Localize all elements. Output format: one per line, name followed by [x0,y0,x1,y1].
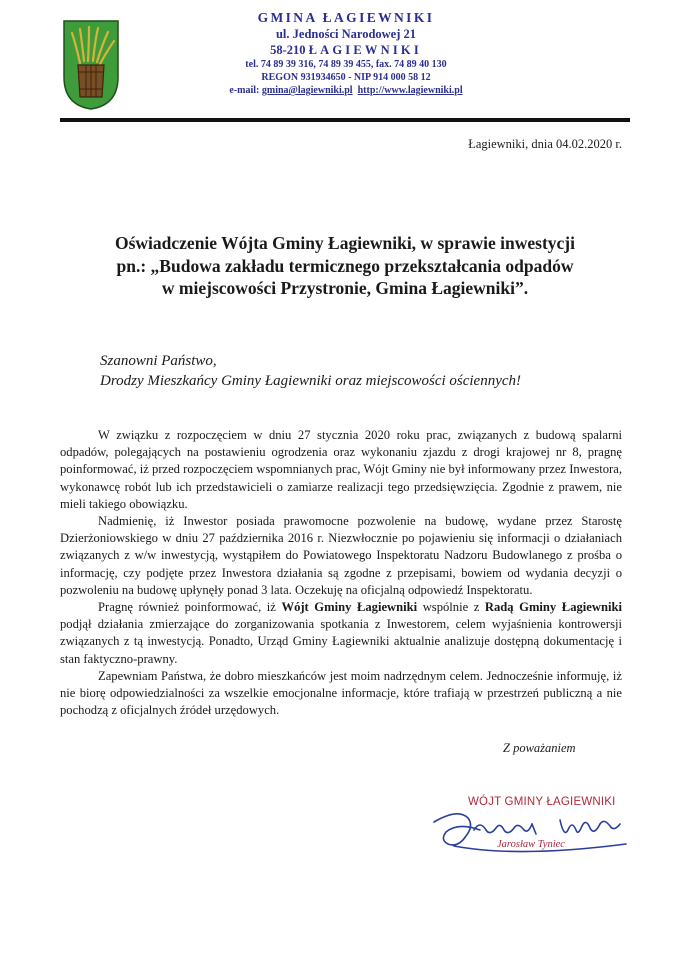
paragraph-text: Pragnę również poinformować, iż [98,600,282,615]
official-stamp-title: WÓJT GMINY ŁAGIEWNIKI [468,796,616,808]
letterhead [196,10,496,97]
handwritten-signature [428,800,638,862]
bold-text: Wójt Gminy Łagiewniki [281,600,418,615]
coat-of-arms-icon [62,19,120,111]
salutation-line: Szanowni Państwo, [100,353,217,369]
website-link[interactable]: http://www.lagiewniki.pl [357,85,463,96]
city-name: ŁAGIEWNIKI [308,43,422,57]
title-line: pn.: „Budowa zakładu termicznego przekształcania odpadów [116,255,574,276]
phone-numbers: tel. 74 89 39 316, 74 89 39 455, fax. 74 89 40 130 [245,59,447,70]
letter-body [60,427,622,719]
bold-text: Radą Gminy Łagiewniki [484,600,622,615]
postal-code: 58-210 [270,43,306,57]
closing-phrase: Z poważaniem [503,741,576,755]
email-link[interactable]: gmina@lagiewniki.pl [261,85,353,96]
title-line: Oświadczenie Wójta Gminy Łagiewniki, w sprawie inwestycji [114,233,575,253]
official-stamp-name: Jarosław Tyniec [497,839,565,850]
address-street: ul. Jedności Narodowej 21 [275,27,417,41]
paragraph [60,599,622,668]
organization-name: GMINA ŁAGIEWNIKI [257,10,435,25]
salutation [100,351,521,391]
contact-line [196,84,496,97]
letterhead-divider [60,118,630,122]
paragraph: W związku z rozpoczęciem w dniu 27 stycznia 2020 roku prac, związanych z budową spalarni odpadów, polegających na postawieniu ogrodzenia oraz wykonaniu zjazdu z drogi krajowej nr 8, pragnę poinformować, iż przed rozpoczęciem wspomnianych prac, Wójt Gminy nie był informowany przez Inwestora, wykonawcę robót lub ich przedstawicieli o zamiarze realizacji tego przedsięwzięcia. Zgodnie z prawem, nie mieli takiego obowiązku. [60,428,622,511]
paragraph-text: podjął działania zmierzające do zorganizowania spotkania z Inwestorem, celem wyjaśnienia kontrowersji związanych z tą inwestycją. Ponadto, Urząd Gminy Łagiewniki aktualnie analizuje dostępną dokumentację i stan faktyczno-prawny. [60,617,622,666]
statement-title [60,232,630,300]
address-city [196,42,496,58]
paragraph-text: wspólnie z [417,600,485,615]
paragraph: Nadmienię, iż Inwestor posiada prawomocne pozwolenie na budowę, wydane przez Starostę Dzierżoniowskiego w dniu 27 października 2016 r. Niezwłocznie po pojawieniu się informacji o działaniach związanych z w/w inwestycją, wystąpiłem do Powiatowego Inspektoratu Nadzoru Budowlanego z prośba o informację, czy podjęte przez Inwestora działania są zgodne z przepisami, bowiem od wydania decyzji o pozwoleniu na budowę upłynęły ponad 3 lata. Oczekuję na oficjalną odpowiedź Inspektoratu. [60,514,622,597]
salutation-line: Drodzy Mieszkańcy Gminy Łagiewniki oraz miejscowości ościennych! [100,373,522,389]
letter-date: Łagiewniki, dnia 04.02.2020 r. [468,137,622,151]
title-line: w miejscowości Przystronie, Gmina Łagiewniki”. [161,278,529,298]
registration-ids: REGON 931934650 - NIP 914 000 58 12 [261,72,431,83]
paragraph: Zapewniam Państwa, że dobro mieszkańców jest moim nadrzędnym celem. Jednocześnie informuję, iż nie biorę odpowiedzialności za wszelkie emocjonalne informacje, które trafiają w przestrzeń publiczną a nie pochodzą z oficjalnych źródeł urzędowych. [60,668,622,718]
email-label: e-mail: [229,85,260,96]
